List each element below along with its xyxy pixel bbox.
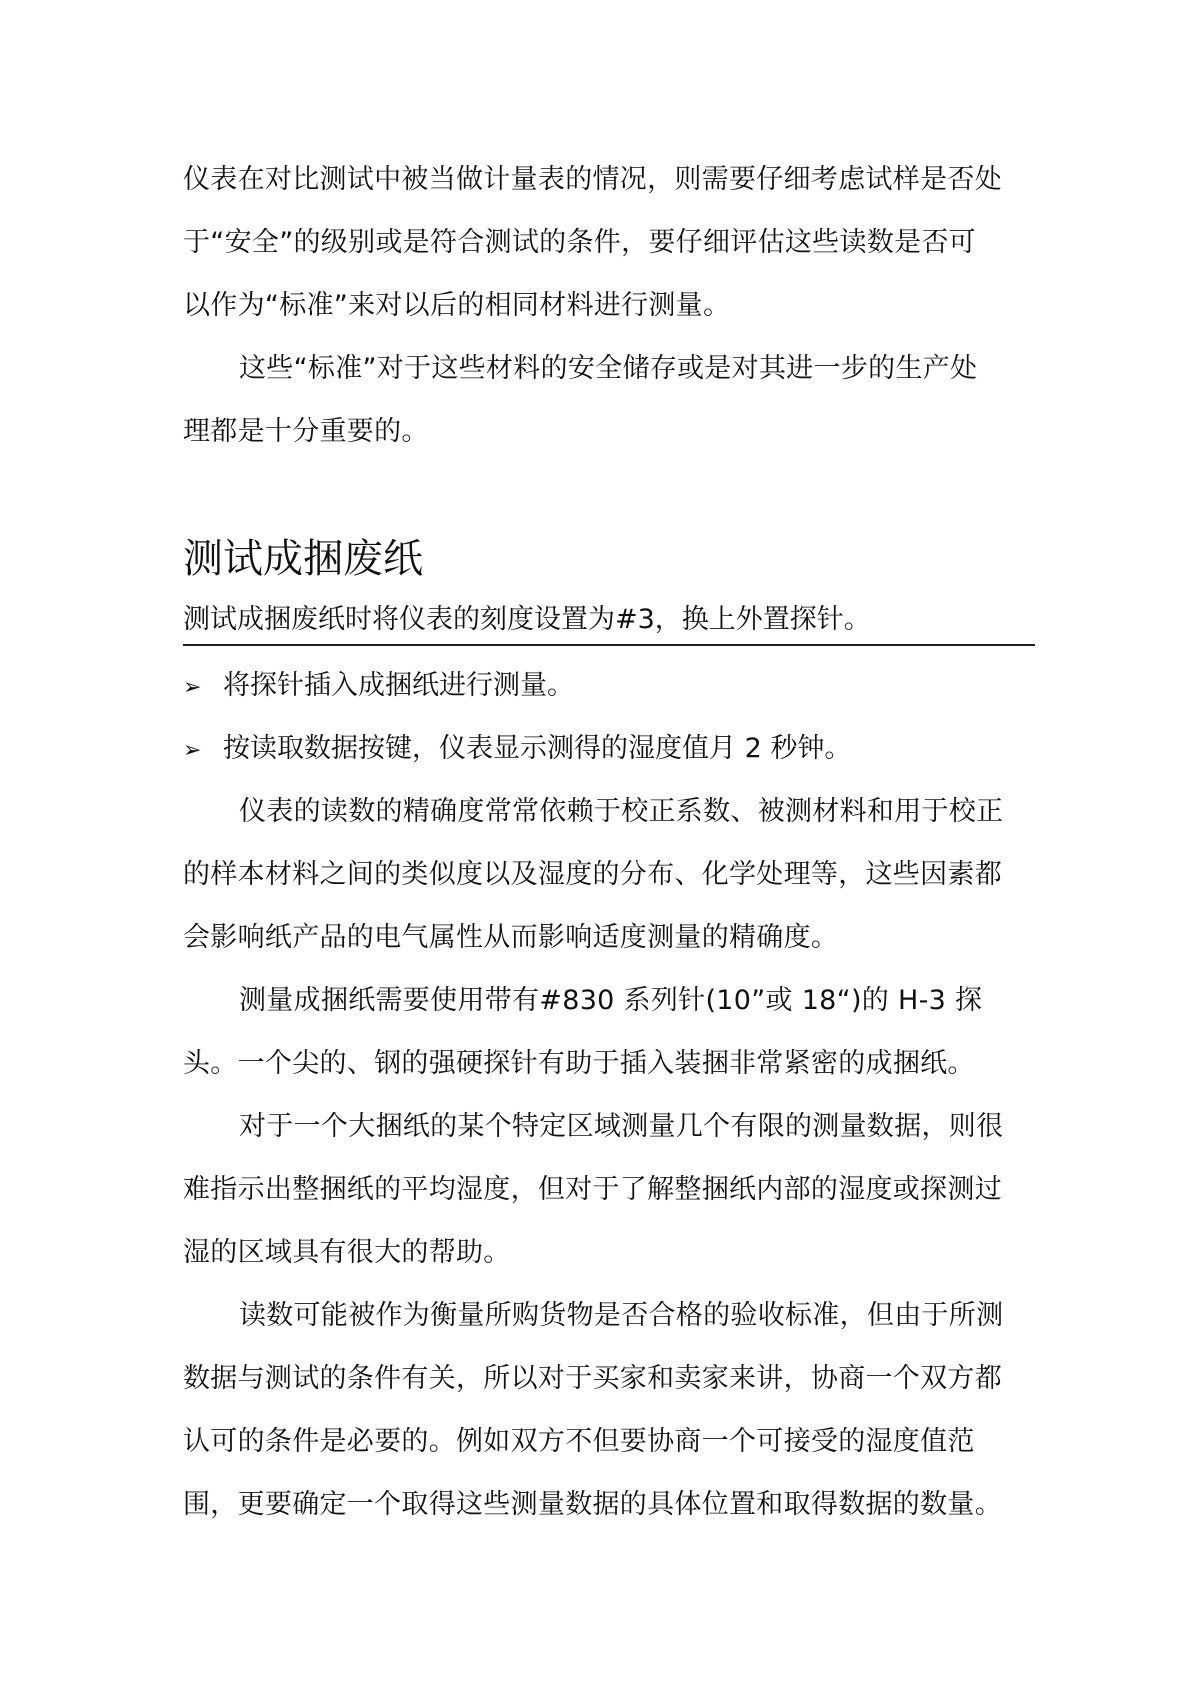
paragraph-limited-data — [183, 1095, 1035, 1284]
paragraph-probe — [183, 969, 1035, 1095]
arrow-bullet-icon: ➢ — [183, 738, 202, 763]
section-heading: 测试成捆废纸 — [183, 536, 423, 582]
paragraph-acceptance — [183, 1284, 1035, 1536]
text-line: 仪表的读数的精确度常常依赖于校正系数、被测材料和用于校正 — [239, 796, 1004, 827]
paragraph-intro-2 — [183, 337, 1035, 463]
text-line: 认可的条件是必要的。例如双方不但要协商一个可接受的湿度值范 — [183, 1426, 975, 1457]
text-line: 难指示出整捆纸的平均湿度，但对于了解整捆纸内部的湿度或探测过 — [183, 1174, 1002, 1205]
text-line: 数据与测试的条件有关，所以对于买家和卖家来讲，协商一个双方都 — [183, 1363, 1002, 1394]
text-line: 会影响纸产品的电气属性从而影响适度测量的精确度。 — [183, 922, 839, 953]
text-line: 于“安全”的级别或是符合测试的条件，要仔细评估这些读数是否可 — [183, 227, 976, 258]
text-line: 的样本材料之间的类似度以及湿度的分布、化学处理等，这些因素都 — [183, 859, 1002, 890]
text-line: 这些“标准”对于这些材料的安全储存或是对其进一步的生产处 — [239, 353, 978, 384]
text-line: 头。一个尖的、钢的强硬探针有助于插入装捆非常紧密的成捆纸。 — [183, 1048, 975, 1079]
text-line: 对于一个大捆纸的某个特定区域测量几个有限的测量数据，则很 — [239, 1111, 1004, 1142]
bullet-text: 将探针插入成捆纸进行测量。 — [223, 670, 574, 701]
text-line: 湿的区域具有很大的帮助。 — [183, 1237, 511, 1268]
text-line: 仪表在对比测试中被当做计量表的情况，则需要仔细考虑试样是否处 — [183, 164, 1002, 195]
arrow-bullet-icon: ➢ — [183, 675, 202, 700]
text-line: 读数可能被作为衡量所购货物是否合格的验收标准，但由于所测 — [239, 1300, 1004, 1331]
bullet-text: 按读取数据按键，仪表显示测得的湿度值月 2 秒钟。 — [223, 733, 852, 764]
bullet-item — [183, 654, 574, 719]
text-line: 理都是十分重要的。 — [183, 416, 429, 447]
paragraph-accuracy — [183, 780, 1035, 969]
text-line: 测量成捆纸需要使用带有#830 系列针(10”或 18“)的 H-3 探 — [239, 985, 983, 1016]
paragraph-intro-1 — [183, 148, 1035, 337]
text-line: 以作为“标准”来对以后的相同材料进行测量。 — [183, 290, 731, 321]
bullet-item — [183, 717, 851, 782]
section-intro: 测试成捆废纸时将仪表的刻度设置为#3，换上外置探针。 — [183, 600, 1035, 646]
text-line: 围，更要确定一个取得这些测量数据的具体位置和取得数据的数量。 — [183, 1489, 1002, 1520]
